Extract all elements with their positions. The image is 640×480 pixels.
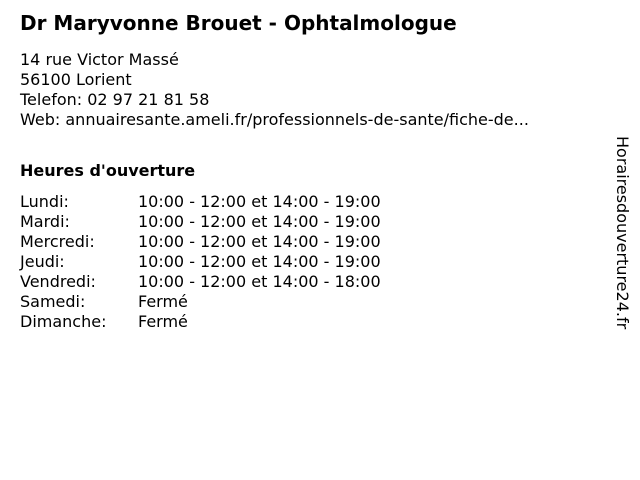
day-hours: 10:00 - 12:00 et 14:00 - 19:00 (138, 232, 381, 251)
phone-line (20, 90, 600, 110)
hours-row-wednesday (20, 232, 600, 252)
web-link[interactable]: annuairesante.ameli.fr/professionnels-de-sante/fiche-de... (65, 110, 529, 129)
hours-row-thursday (20, 252, 600, 272)
day-label: Vendredi: (20, 272, 96, 291)
day-label: Lundi: (20, 192, 69, 211)
web-line (20, 110, 600, 130)
hours-row-saturday (20, 292, 600, 312)
phone-number[interactable]: 02 97 21 81 58 (87, 90, 210, 109)
address-city: 56100 Lorient (20, 70, 132, 89)
hours-heading: Heures d'ouverture (20, 161, 196, 180)
day-hours: 10:00 - 12:00 et 14:00 - 19:00 (138, 192, 381, 211)
hours-row-friday (20, 272, 600, 292)
day-label: Mercredi: (20, 232, 95, 251)
address-street: 14 rue Victor Massé (20, 50, 179, 69)
hours-table (20, 192, 600, 332)
day-hours: 10:00 - 12:00 et 14:00 - 19:00 (138, 212, 381, 231)
day-hours: Fermé (138, 292, 188, 311)
day-label: Mardi: (20, 212, 70, 231)
hours-row-tuesday (20, 212, 600, 232)
day-label: Samedi: (20, 292, 86, 311)
day-hours: 10:00 - 12:00 et 14:00 - 18:00 (138, 272, 381, 291)
hours-row-sunday (20, 312, 600, 332)
hours-row-monday (20, 192, 600, 212)
phone-label: Telefon: (20, 90, 83, 109)
listing-card (20, 10, 600, 332)
web-label: Web: (20, 110, 61, 129)
day-label: Dimanche: (20, 312, 107, 331)
day-hours: 10:00 - 12:00 et 14:00 - 19:00 (138, 252, 381, 271)
day-hours: Fermé (138, 312, 188, 331)
site-brand-vertical: Horairesdouverture24.fr (613, 136, 632, 330)
page-title: Dr Maryvonne Brouet - Ophtalmologue (20, 11, 457, 35)
day-label: Jeudi: (20, 252, 65, 271)
